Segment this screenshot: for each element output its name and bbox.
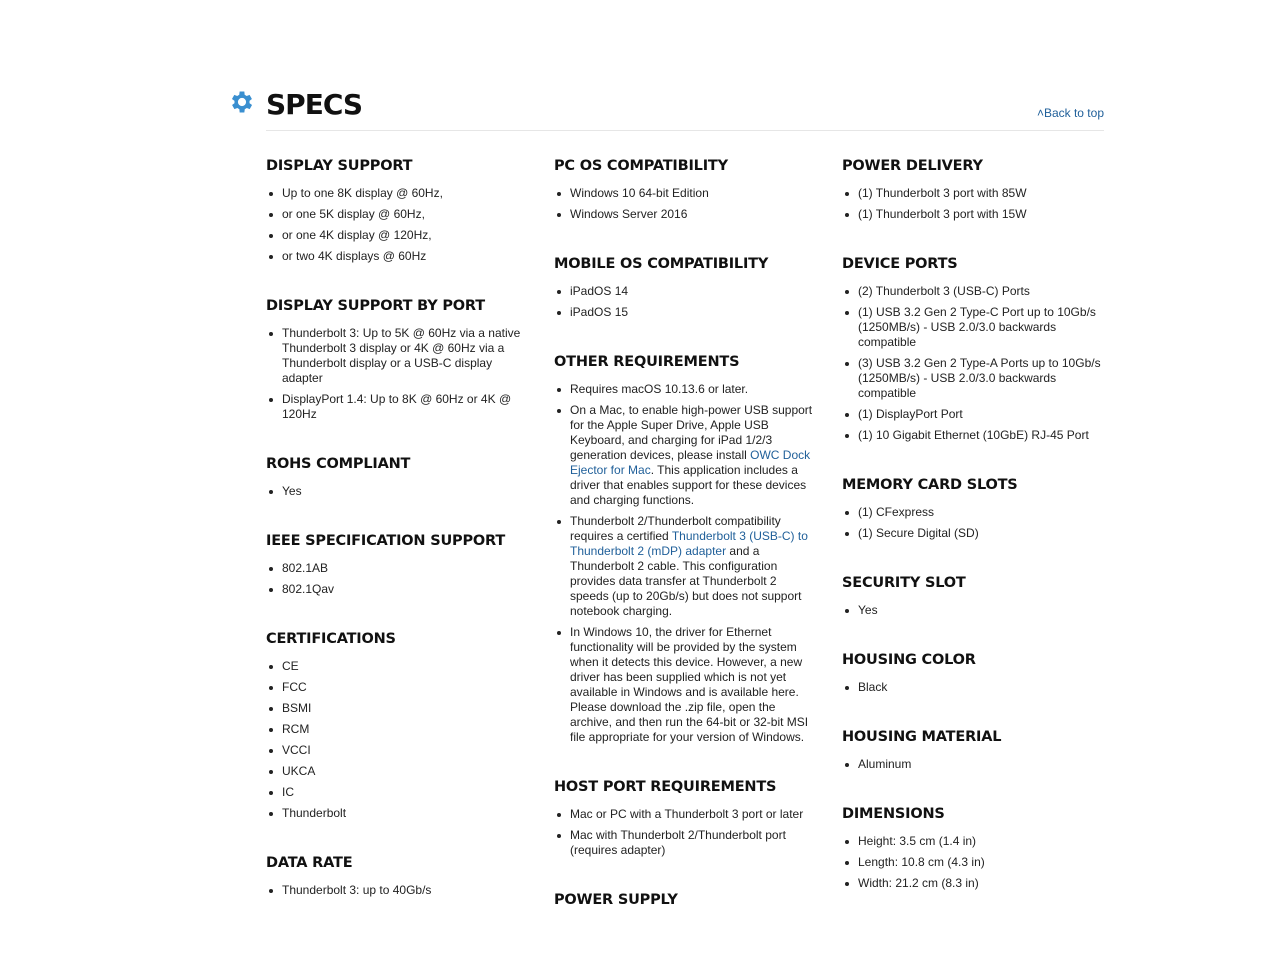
spec-item (554, 625, 816, 745)
spec-text: and a Thunderbolt 2 cable. This configuration provides data transfer at Thunderbolt 2 speeds (up to 20Gb/s) but does not support notebook charging. (570, 544, 802, 618)
spec-heading: CERTIFICATIONS (266, 631, 396, 647)
spec-list (554, 186, 816, 222)
spec-text: . This application includes a driver that enables support for these devices and charging functions. (570, 463, 807, 507)
spec-heading: DISPLAY SUPPORT (266, 158, 413, 174)
spec-item: Mac with Thunderbolt 2/Thunderbolt port (requires adapter) (554, 828, 816, 858)
spec-heading: OTHER REQUIREMENTS (554, 354, 740, 370)
spec-item: (3) USB 3.2 Gen 2 Type-A Ports up to 10Gb/s (1250MB/s) - USB 2.0/3.0 backwards compatible (842, 356, 1104, 401)
spec-item: Yes (266, 484, 528, 499)
spec-heading: HOUSING COLOR (842, 652, 976, 668)
spec-item: Length: 10.8 cm (4.3 in) (842, 855, 1104, 870)
spec-text: On a Mac, to enable high-power USB support for the Apple Super Drive, Apple USB Keyboard, and charging for iPad 1/2/3 generation devices, please install (570, 403, 813, 462)
spec-heading: HOUSING MATERIAL (842, 729, 1002, 745)
spec-item: or two 4K displays @ 60Hz (266, 249, 528, 264)
spec-item (554, 382, 816, 397)
spec-item: BSMI (266, 701, 528, 716)
spec-item: Thunderbolt (266, 806, 528, 821)
spec-heading: POWER DELIVERY (842, 158, 983, 174)
specs-column-3 (842, 158, 1104, 925)
spec-list (266, 326, 528, 422)
spec-heading: PC OS COMPATIBILITY (554, 158, 728, 174)
spec-item: DisplayPort 1.4: Up to 8K @ 60Hz or 4K @ 120Hz (266, 392, 528, 422)
spec-list (266, 659, 528, 821)
spec-item: VCCI (266, 743, 528, 758)
spec-heading: HOST PORT REQUIREMENTS (554, 779, 777, 795)
spec-heading: DISPLAY SUPPORT BY PORT (266, 298, 485, 314)
spec-item: IC (266, 785, 528, 800)
gear-icon (228, 88, 256, 121)
spec-list (842, 680, 1104, 695)
spec-text: In Windows 10, the driver for Ethernet functionality will be provided by the system when it detects this device. However, a new driver has been supplied which is not yet available in Windows and is available here. Please download the .zip file, open the archive, and then run the 64-bit or 32-bit MSI file appropriate for your version of Windows. (570, 625, 809, 744)
spec-item: (1) CFexpress (842, 505, 1104, 520)
spec-item: iPadOS 14 (554, 284, 816, 299)
spec-list (554, 807, 816, 858)
spec-item: (1) 10 Gigabit Ethernet (10GbE) RJ-45 Port (842, 428, 1104, 443)
spec-heading: MEMORY CARD SLOTS (842, 477, 1018, 493)
spec-item: Black (842, 680, 1104, 695)
spec-item: (1) Thunderbolt 3 port with 85W (842, 186, 1104, 201)
specs-column-1 (266, 158, 528, 932)
spec-link[interactable]: Thunderbolt 3 (USB-C) to Thunderbolt 2 (mDP) adapter (570, 529, 808, 558)
spec-item: CE (266, 659, 528, 674)
divider (266, 130, 1104, 131)
spec-item: Aluminum (842, 757, 1104, 772)
spec-item: 802.1AB (266, 561, 528, 576)
spec-list (554, 284, 816, 320)
spec-text: Requires macOS 10.13.6 or later. (570, 382, 749, 396)
spec-heading: DATA RATE (266, 855, 353, 871)
spec-item: Mac or PC with a Thunderbolt 3 port or later (554, 807, 816, 822)
spec-item (554, 403, 816, 508)
spec-item: Thunderbolt 3: up to 40Gb/s (266, 883, 528, 898)
spec-item: (1) Secure Digital (SD) (842, 526, 1104, 541)
spec-text: Thunderbolt 2/Thunderbolt compatibility requires a certified (570, 514, 781, 543)
spec-item: RCM (266, 722, 528, 737)
spec-list (842, 603, 1104, 618)
spec-heading: IEEE SPECIFICATION SUPPORT (266, 533, 506, 549)
specs-column-2 (554, 158, 816, 942)
spec-list (842, 186, 1104, 222)
spec-item: Thunderbolt 3: Up to 5K @ 60Hz via a native Thunderbolt 3 display or 4K @ 60Hz via a Thunderbolt display or a USB-C display adapter (266, 326, 528, 386)
spec-item: or one 5K display @ 60Hz, (266, 207, 528, 222)
spec-item: Yes (842, 603, 1104, 618)
spec-list (842, 757, 1104, 772)
spec-item: Windows Server 2016 (554, 207, 816, 222)
spec-item: 802.1Qav (266, 582, 528, 597)
back-to-top-link[interactable]: ˄Back to top (1036, 106, 1104, 120)
spec-list (266, 186, 528, 264)
back-to-top-label: Back to top (1043, 106, 1104, 120)
spec-item: Width: 21.2 cm (8.3 in) (842, 876, 1104, 891)
spec-item: (1) DisplayPort Port (842, 407, 1104, 422)
spec-item (554, 514, 816, 619)
spec-link[interactable]: OWC Dock Ejector for Mac (570, 448, 811, 477)
spec-heading: MOBILE OS COMPATIBILITY (554, 256, 769, 272)
spec-item: Height: 3.5 cm (1.4 in) (842, 834, 1104, 849)
spec-list (842, 834, 1104, 891)
spec-heading: POWER SUPPLY (554, 892, 678, 908)
spec-item: UKCA (266, 764, 528, 779)
spec-item: (1) USB 3.2 Gen 2 Type-C Port up to 10Gb/s (1250MB/s) - USB 2.0/3.0 backwards compatible (842, 305, 1104, 350)
page-title: SPECS (266, 88, 363, 121)
spec-list (554, 382, 816, 745)
spec-list (842, 284, 1104, 443)
spec-item: iPadOS 15 (554, 305, 816, 320)
spec-list (266, 561, 528, 597)
specs-header (228, 88, 362, 121)
spec-item: Windows 10 64-bit Edition (554, 186, 816, 201)
spec-heading: DIMENSIONS (842, 806, 945, 822)
spec-heading: DEVICE PORTS (842, 256, 958, 272)
spec-list (842, 505, 1104, 541)
spec-list (266, 883, 528, 898)
spec-heading: ROHS COMPLIANT (266, 456, 411, 472)
spec-item: FCC (266, 680, 528, 695)
spec-item: (1) Thunderbolt 3 port with 15W (842, 207, 1104, 222)
spec-list (266, 484, 528, 499)
spec-heading: SECURITY SLOT (842, 575, 966, 591)
spec-item: Up to one 8K display @ 60Hz, (266, 186, 528, 201)
spec-item: or one 4K display @ 120Hz, (266, 228, 528, 243)
spec-item: (2) Thunderbolt 3 (USB-C) Ports (842, 284, 1104, 299)
